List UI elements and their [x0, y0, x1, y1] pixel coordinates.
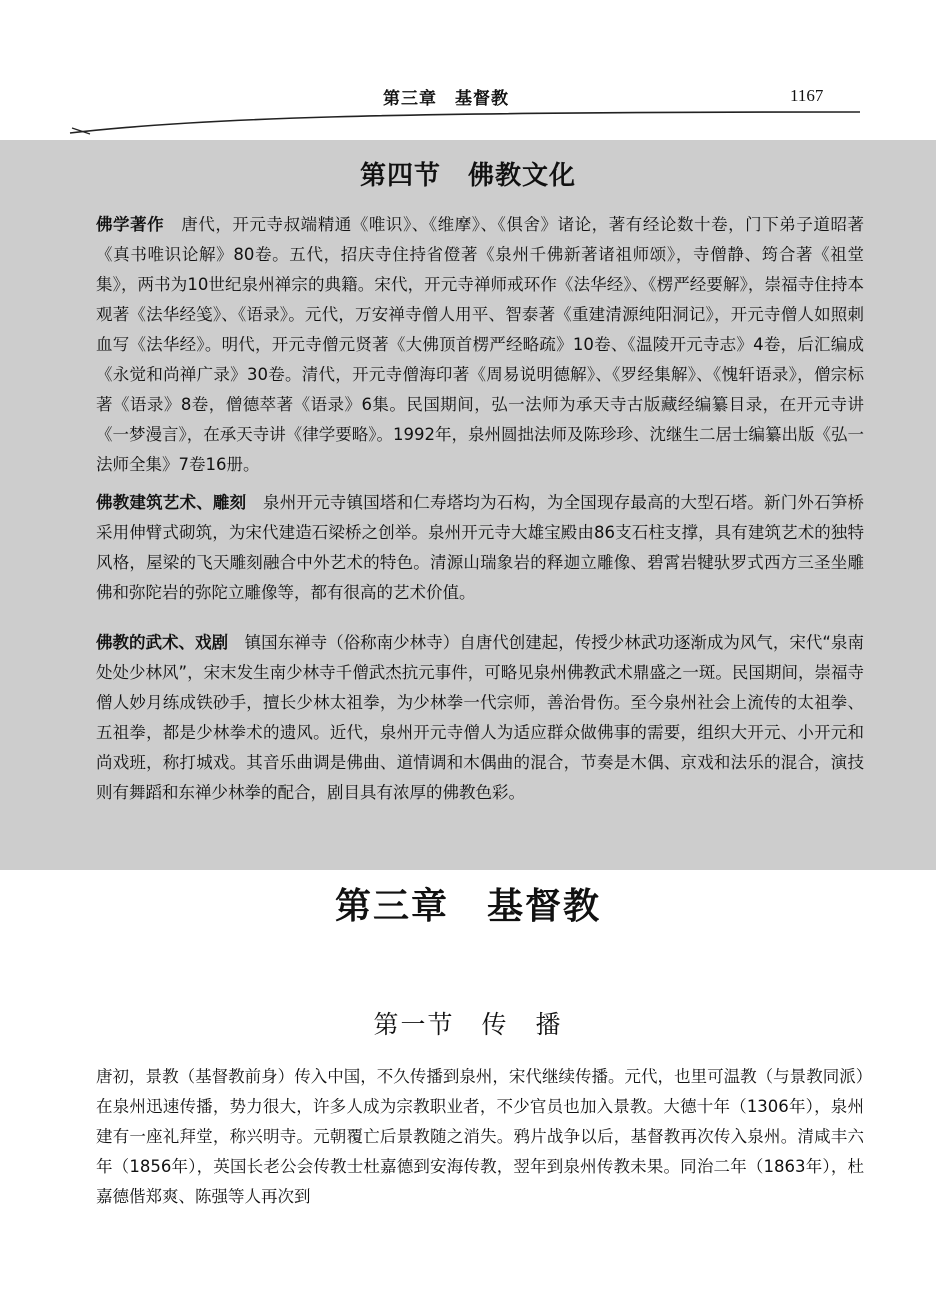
- section-title-buddhist-culture: 第四节 佛教文化: [359, 161, 576, 191]
- running-header: [0, 0, 936, 140]
- chapter-title: 第三章 基督教: [334, 885, 601, 927]
- paragraph-spread: [96, 1062, 864, 1212]
- running-title: 第三章 基督教: [383, 89, 509, 109]
- paragraph-text: 泉州开元寺镇国塔和仁寿塔均为石构，为全国现存最高的大型石塔。新门外石笋桥采用伸臂式砌筑，为宋代建造石梁桥之创举。泉州开元寺大雄宝殿由86支石柱支撑，具有建筑艺术的独特风格，屋梁的飞天雕刻融合中外艺术的特色。清源山瑞象岩的释迦立雕像、碧霄岩犍驮罗式西方三圣坐雕佛和弥陀岩的弥陀立雕像等，都有很高的艺术价值。: [96, 493, 865, 602]
- paragraph-term: 佛教的武术、戏剧: [96, 633, 229, 652]
- paragraph-buddhist-martial-arts: [96, 628, 864, 808]
- paragraph-text: 唐初，景教（基督教前身）传入中国，不久传播到泉州，宋代继续传播。元代，也里可温教（与景教同派）在泉州迅速传播，势力很大，许多人成为宗教职业者，不少官员也加入景教。大德十年（1306年），泉州建有一座礼拜堂，称兴明寺。元朝覆亡后景教随之消失。鸦片战争以后，基督教再次传入泉州。清咸丰六年（1856年），英国长老公会传教士杜嘉德到安海传教，翌年到泉州传教未果。同治二年（1863年），杜嘉德偕郑爽、陈强等人再次到: [96, 1067, 864, 1206]
- page-number: 1167: [790, 86, 824, 105]
- paragraph-buddhist-writings: [96, 210, 864, 480]
- paragraph-term: 佛教建筑艺术、雕刻: [96, 493, 247, 512]
- paragraph-term: 佛学著作: [96, 215, 165, 234]
- section-title-spread: 第一节 传 播: [373, 1010, 563, 1039]
- paragraph-text: 镇国东禅寺（俗称南少林寺）自唐代创建起，传授少林武功逐渐成为风气，宋代“泉南处处少林风”，宋末发生南少林寺千僧武杰抗元事件，可略见泉州佛教武术鼎盛之一斑。民国期间，崇福寺僧人妙月练成铁砂手，擅长少林太祖拳，为少林拳一代宗师，善治骨伤。至今泉州社会上流传的太祖拳、五祖拳，都是少林拳术的遗风。近代，泉州开元寺僧人为适应群众做佛事的需要，组织大开元、小开元和尚戏班，称打城戏。其音乐曲调是佛曲、道情调和木偶曲的混合，节奏是木偶、京戏和法乐的混合，演技则有舞蹈和东禅少林拳的配合，剧目具有浓厚的佛教色彩。: [96, 633, 864, 802]
- header-rule: [0, 0, 936, 140]
- paragraph-buddhist-architecture: [96, 488, 864, 608]
- paragraph-text: 唐代，开元寺叔端精通《唯识》、《维摩》、《俱舍》诸论，著有经论数十卷，门下弟子道昭著《真书唯识论解》80卷。五代，招庆寺住持省僜著《泉州千佛新著诸祖师颂》，寺僧静、筠合著《祖堂集》，两书为10世纪泉州禅宗的典籍。宋代，开元寺禅师戒环作《法华经》、《楞严经要解》，崇福寺住持本观著《法华经笺》、《语录》。元代，万安禅寺僧人用平、智泰著《重建清源纯阳洞记》，开元寺僧人如照刺血写《法华经》。明代，开元寺僧元贤著《大佛顶首楞严经略疏》10卷、《温陵开元寺志》4卷，后汇编成《永觉和尚禅广录》30卷。清代，开元寺僧海印著《周易说明德解》、《罗经集解》、《愧轩语录》，僧宗标著《语录》8卷，僧德萃著《语录》6集。民国期间，弘一法师为承天寺古版藏经编纂目录，在开元寺讲《一梦漫言》，在承天寺讲《律学要略》。1992年，泉州圆拙法师及陈珍珍、沈继生二居士编纂出版《弘一法师全集》7卷16册。: [96, 215, 865, 474]
